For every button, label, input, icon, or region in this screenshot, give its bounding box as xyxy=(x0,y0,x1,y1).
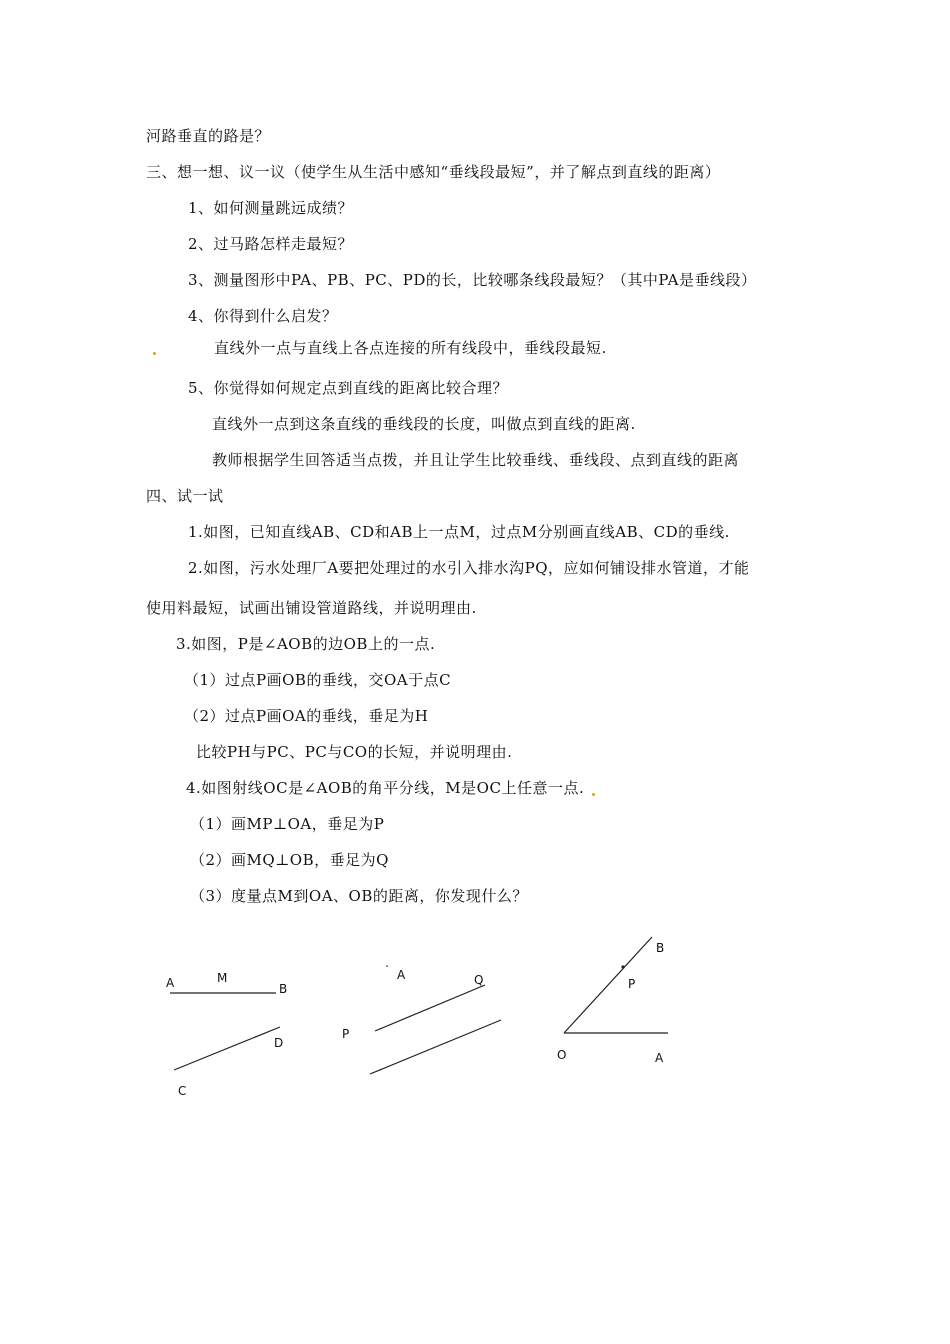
exercise-4-part-1: （1）画MP⊥OA，垂足为P xyxy=(190,815,385,833)
exercise-2-cont: 使用料最短，试画出铺设管道路线，并说明理由. xyxy=(146,599,477,617)
line-pq-lower xyxy=(370,1020,501,1074)
teacher-note: 教师根据学生回答适当点拨，并且让学生比较垂线、垂线段、点到直线的距离 xyxy=(212,451,740,469)
exercise-3: 3.如图，P是∠AOB的边OB上的一点. xyxy=(176,635,436,653)
point-p-dot xyxy=(621,965,624,968)
point-a-dot xyxy=(386,965,388,967)
label-a: A xyxy=(166,976,175,990)
label-p: P xyxy=(628,977,636,991)
figure-1 xyxy=(170,993,280,1070)
label-a: A xyxy=(397,968,406,982)
label-o: O xyxy=(557,1048,567,1062)
label-m: M xyxy=(217,971,228,985)
label-p: P xyxy=(342,1027,350,1041)
label-d: D xyxy=(274,1036,284,1050)
question-1: 1、如何测量跳远成绩？ xyxy=(188,199,354,217)
exercise-3-compare: 比较PH与PC、PC与CO的长短，并说明理由. xyxy=(196,743,513,761)
label-b: B xyxy=(656,941,665,955)
exercise-3-part-1: （1）过点P画OB的垂线，交OA于点C xyxy=(184,671,452,689)
figure-3 xyxy=(564,937,668,1033)
line-pq-upper xyxy=(375,985,485,1031)
exercise-4-part-3: （3）度量点M到OA、OB的距离，你发现什么？ xyxy=(190,887,528,905)
exercise-3-part-2: （2）过点P画OA的垂线，垂足为H xyxy=(184,707,429,725)
question-2: 2、过马路怎样走最短？ xyxy=(188,235,354,253)
line-cd xyxy=(174,1027,280,1070)
exercise-4-part-2: （2）画MQ⊥OB，垂足为Q xyxy=(190,851,389,869)
label-b: B xyxy=(279,982,288,996)
text-line: 河路垂直的路是？ xyxy=(146,127,271,145)
question-5: 5、你觉得如何规定点到直线的距离比较合理？ xyxy=(188,379,509,397)
label-q: Q xyxy=(474,973,484,987)
answer-5: 直线外一点到这条直线的垂线段的长度，叫做点到直线的距离. xyxy=(212,415,636,433)
question-3: 3、测量图形中PA、PB、PC、PD的长，比较哪条线段最短？（其中PA是垂线段） xyxy=(188,271,757,289)
label-a: A xyxy=(655,1051,664,1065)
exercise-2: 2.如图，污水处理厂A要把处理过的水引入排水沟PQ，应如何铺设排水管道，才能 xyxy=(188,559,750,577)
section-heading-4: 四、试一试 xyxy=(146,487,224,505)
question-4: 4、你得到什么启发？ xyxy=(188,307,338,325)
ray-ob xyxy=(564,937,652,1033)
exercise-1: 1.如图，已知直线AB、CD和AB上一点M，过点M分别画直线AB、CD的垂线. xyxy=(188,523,730,541)
section-heading-3: 三、想一想、议一议（使学生从生活中感知“垂线段最短”，并了解点到直线的距离） xyxy=(146,163,721,181)
answer-4: 直线外一点与直线上各点连接的所有线段中，垂线段最短. xyxy=(214,339,607,357)
exercise-4: 4.如图射线OC是∠AOB的角平分线，M是OC上任意一点. xyxy=(186,779,585,797)
label-c: C xyxy=(178,1084,187,1098)
